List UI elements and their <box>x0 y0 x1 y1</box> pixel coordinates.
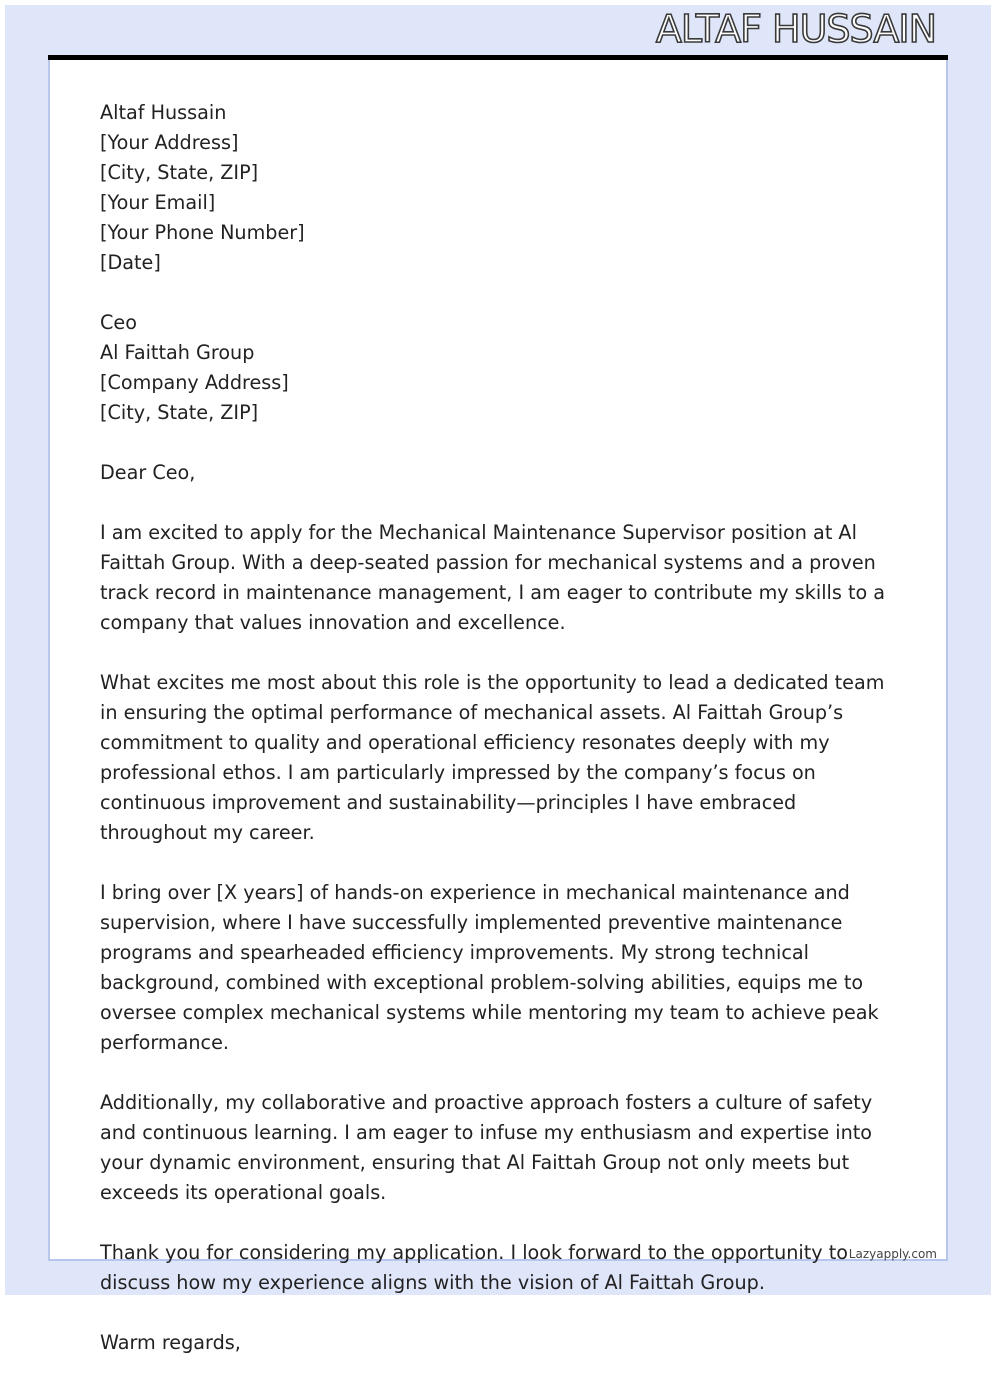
sender-address: [Your Address] <box>100 131 239 154</box>
letter-date: [Date] <box>100 251 161 274</box>
sender-phone: [Your Phone Number] <box>100 221 305 244</box>
body-paragraph-3: I bring over [X years] of hands-on experience in mechanical maintenance and supervision, where I have successfully implemented preventive maintenance programs and spearheaded efficiency improvements. My strong technical background, combined with exceptional problem-solving abilities, equips me to oversee complex mechanical systems while mentoring my team to achieve peak performance. <box>100 881 879 1054</box>
recipient-company: Al Faittah Group <box>100 341 255 364</box>
body-paragraph-2: What excites me most about this role is the opportunity to lead a dedicated team in ensuring the optimal performance of mechanical assets. Al Faittah Group’s commitment to quality and operational efficiency resonates deeply with my professional ethos. I am particularly impressed by the company’s focus on continuous improvement and sustainability—principles I have embraced throughout my career. <box>100 671 885 844</box>
recipient-title: Ceo <box>100 311 137 334</box>
body-paragraph-5: Thank you for considering my application. I look forward to the opportunity to discuss how my experience aligns with the vision of Al Faittah Group. <box>100 1241 848 1294</box>
salutation: Dear Ceo, <box>100 461 196 484</box>
watermark-link[interactable]: Lazyapply.com <box>848 1247 937 1261</box>
closing: Warm regards, <box>100 1331 241 1354</box>
recipient-city-state-zip: [City, State, ZIP] <box>100 401 259 424</box>
body-paragraph-4: Additionally, my collaborative and proactive approach fosters a culture of safety and continuous learning. I am eager to infuse my enthusiasm and expertise into your dynamic environment, ensuring that Al Faittah Group not only meets but exceeds its operational goals. <box>100 1091 873 1204</box>
recipient-address: [Company Address] <box>100 371 289 394</box>
sender-block <box>100 98 900 278</box>
cover-letter <box>100 98 900 1388</box>
name-heading: ALTAF HUSSAIN <box>655 7 936 51</box>
body-paragraph-1: I am excited to apply for the Mechanical Maintenance Supervisor position at Al Faittah Group. With a deep-seated passion for mechanical systems and a proven track record in maintenance management, I am eager to contribute my skills to a company that values innovation and excellence. <box>100 521 886 634</box>
sender-name: Altaf Hussain <box>100 101 227 124</box>
sender-email: [Your Email] <box>100 191 216 214</box>
recipient-block <box>100 308 900 428</box>
sender-city-state-zip: [City, State, ZIP] <box>100 161 259 184</box>
